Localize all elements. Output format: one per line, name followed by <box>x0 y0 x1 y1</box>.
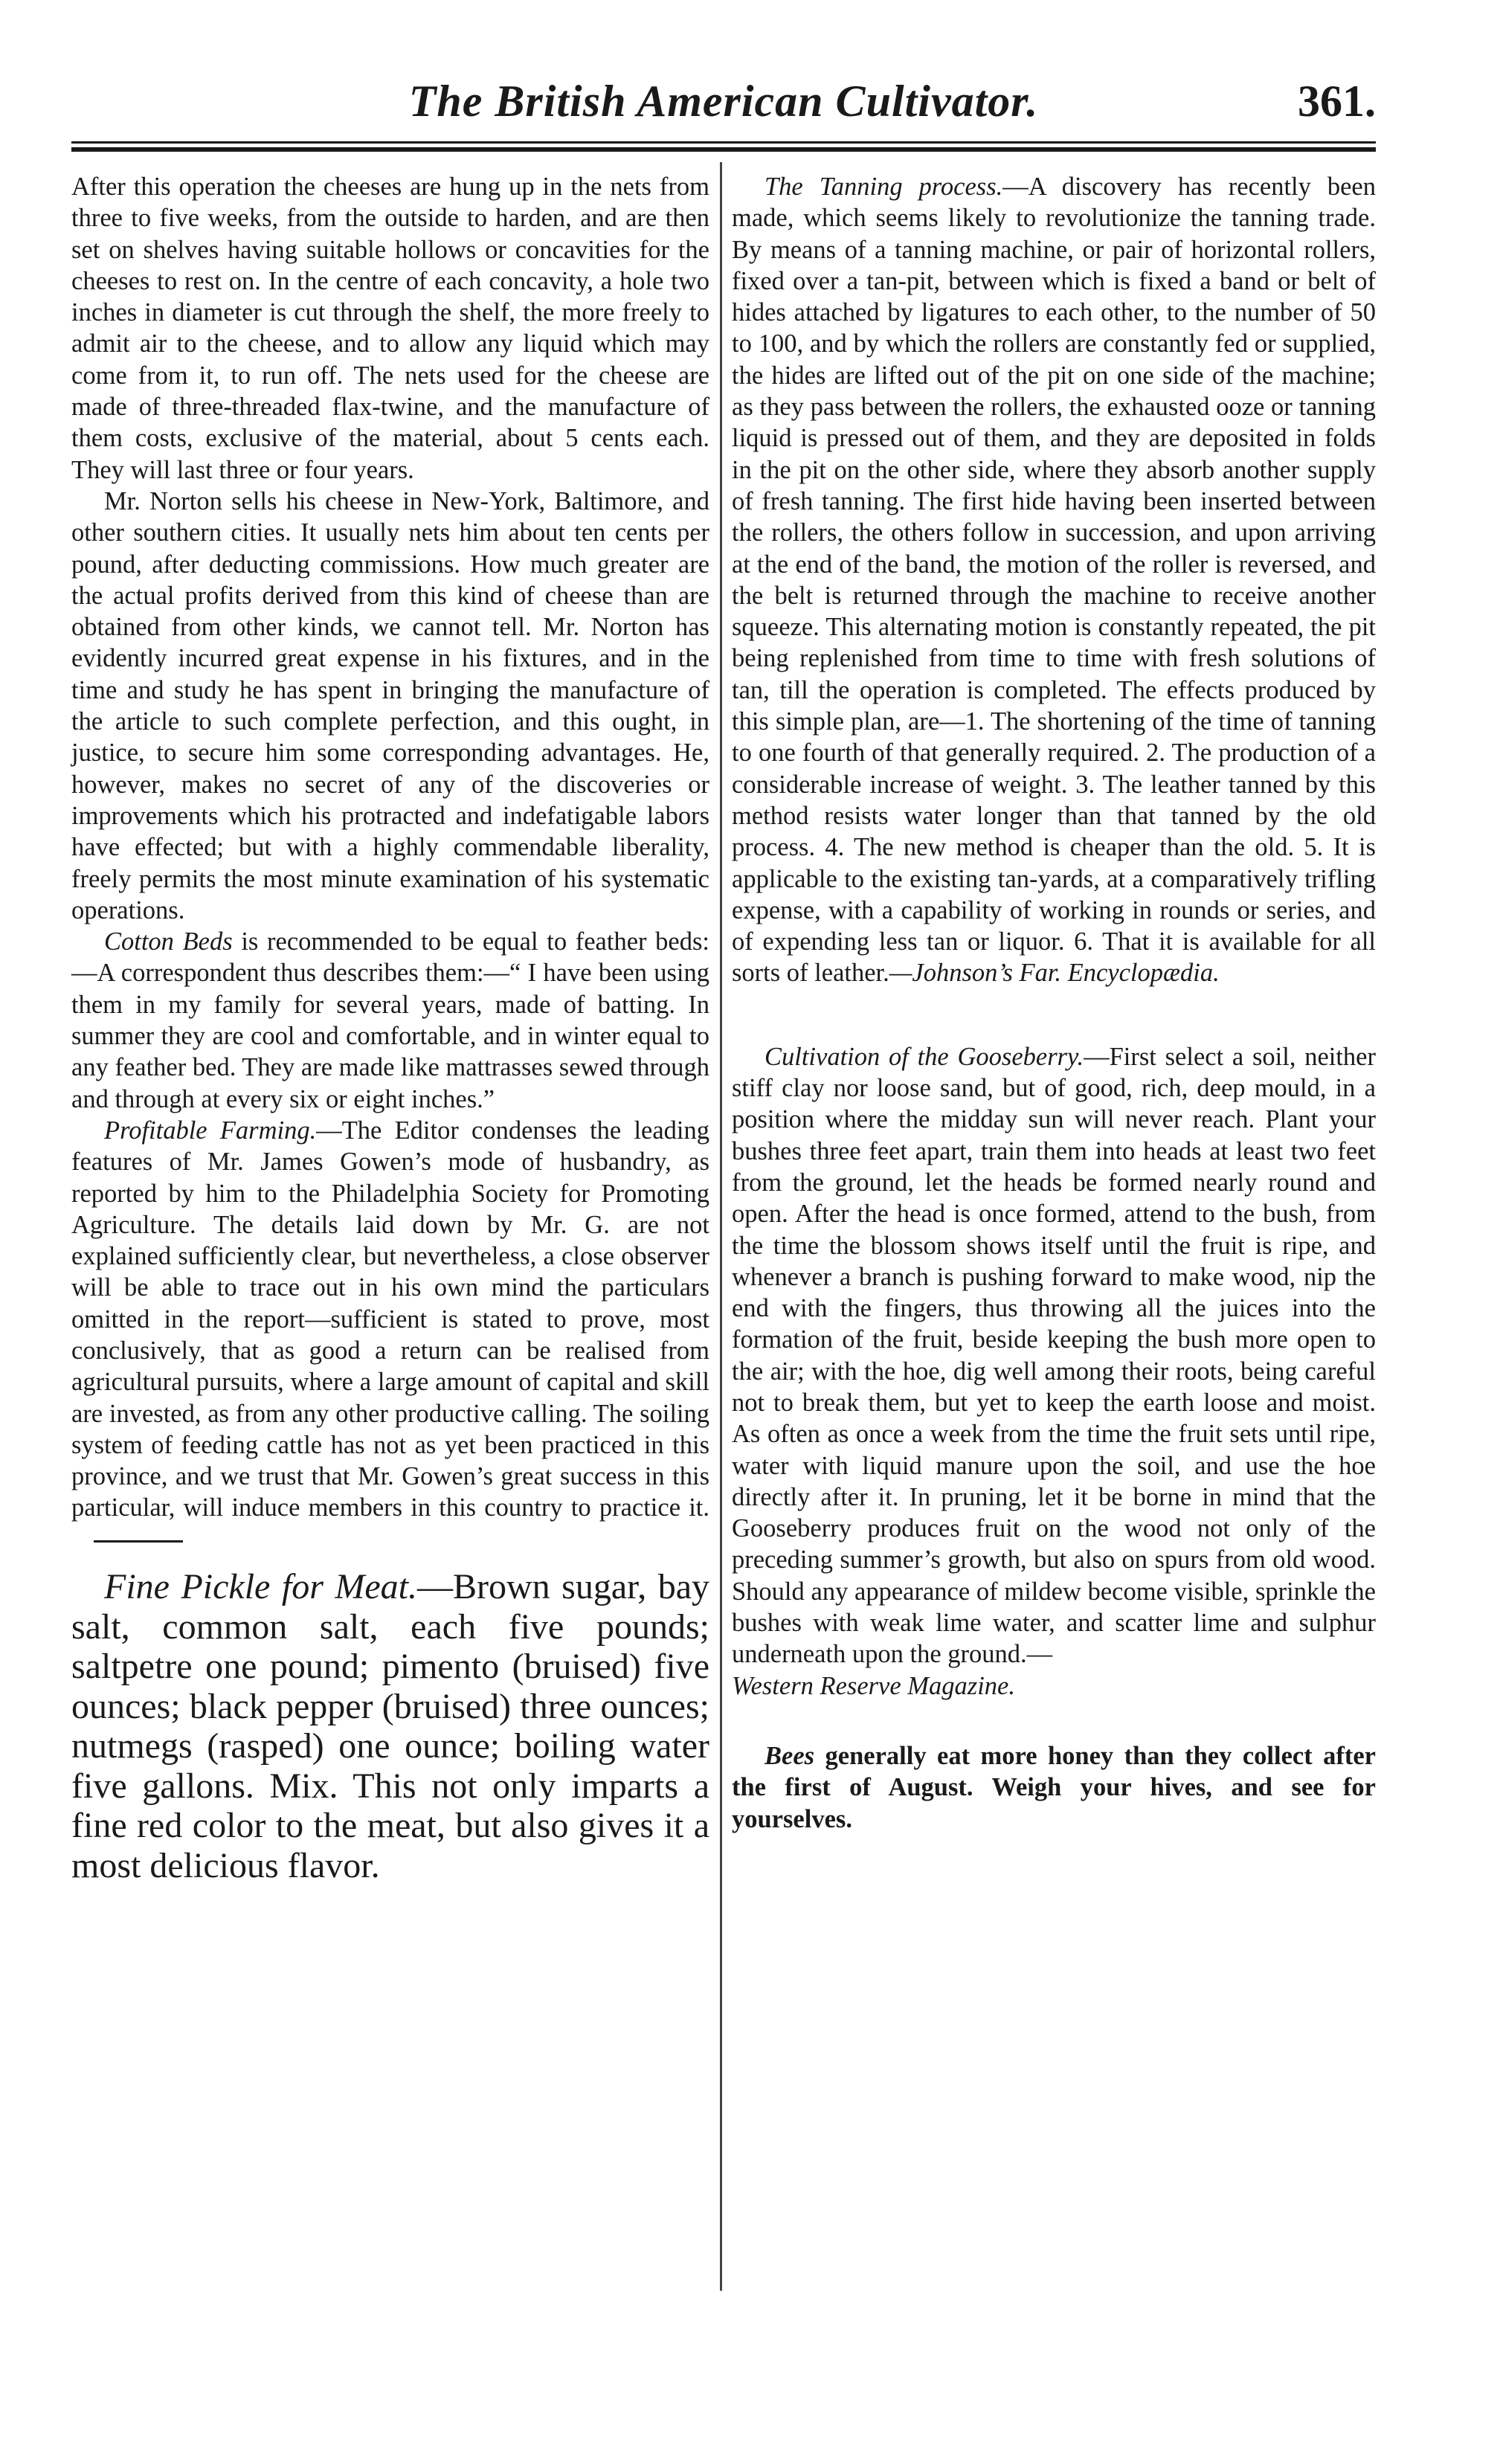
cotton-beds-paragraph <box>71 926 709 1115</box>
running-title: The British American Cultivator. <box>408 77 1039 126</box>
gooseberry-text: —First select a soil, neither stiff clay nor loose sand, but of good, rich, deep mould, in a position where the midday sun will never reach. Plant your bushes three feet apart, train them into heads at least two feet from the ground, let the heads be formed nearly round and open. After the head is once formed, attend to the bush, from the time the blossom shows itself until the fruit is ripe, and whenever a branch is pushing forward to make wood, nip the end with the fingers, thus throwing all the juices into the formation of the fruit, beside keeping the bush more open to the air; with the hoe, dig well among their roots, being careful not to break them, but yet to keep the earth loose and moist. As often as once a week from the time the fruit sets until ripe, water with liquid manure upon the soil, and use the hoe directly after it. In pruning, let it be borne in mind that the Gooseberry produces fruit on the wood not only of the preceding summer’s growth, but also on spurs from old wood. Should any appearance of mildew become visible, sprinkle the bushes with weak lime water, and scatter lime and sulphur underneath upon the ground.— <box>732 1042 1376 1669</box>
tanning-paragraph <box>732 171 1376 989</box>
page-header <box>71 71 1376 131</box>
section-rule <box>94 1540 183 1543</box>
bees-text: generally eat more honey than they collect after the first of August. Weigh your hives, and see for yourselves. <box>732 1741 1376 1833</box>
column-divider <box>720 162 722 2291</box>
gooseberry-source: Western Reserve Magazine. <box>732 1671 1015 1700</box>
cotton-beds-text: is recommended to be equal to feather beds:—A correspondent thus describes them:—“ I have been using them in my family for several years, made of batting. In summer they are cool and comfortable, and in winter equal to any feather bed. They are made like mattrasses sewed through and through at every six or eight inches.” <box>71 927 709 1113</box>
header-rule-thick <box>71 147 1376 152</box>
cheese-paragraph: After this operation the cheeses are hung up in the nets from three to five weeks, from the outside to harden, and are then set on shelves having suitable hollows or concavities for the cheeses to rest on. In the centre of each concavity, a hole two inches in diameter is cut through the shelf, the more freely to admit air to the cheese, and to allow any liquid which may come from it, to run off. The nets used for the cheese are made of three-threaded flax-twine, and the manufacture of them costs, exclusive of the material, about 5 cents each. They will last three or four years. <box>71 173 709 484</box>
fine-pickle-text: —Brown sugar, bay salt, common salt, each five pounds; saltpetre one pound; pimento (bruised) five ounces; black pepper (bruised) three ounces; nutmegs (rasped) one ounce; boiling water five gallons. Mix. This not only imparts a fine red color to the meat, but also gives it a most delicious flavor. <box>71 1567 710 1885</box>
tanning-source: —Johnson’s Far. Encyclopædia. <box>889 959 1220 988</box>
fine-pickle-paragraph <box>71 1567 709 1885</box>
gooseberry-runin: Cultivation of the Gooseberry. <box>765 1042 1084 1071</box>
bees-paragraph <box>732 1740 1376 1835</box>
page-number: 361. <box>1298 77 1376 126</box>
header-rule-thin <box>71 141 1376 144</box>
fine-pickle-runin: Fine Pickle for Meat. <box>104 1567 417 1607</box>
profitable-farming-runin: Profitable Farming. <box>104 1116 317 1145</box>
right-column <box>732 171 1376 1835</box>
section-spacer <box>732 1702 1376 1740</box>
cotton-beds-runin: Cotton Beds <box>104 927 233 956</box>
tanning-runin: The Tanning process. <box>765 173 1003 201</box>
left-column <box>71 171 709 1885</box>
gooseberry-paragraph <box>732 1041 1376 1702</box>
profitable-farming-text: —The Editor condenses the leading features of Mr. James Gowen’s mode of husbandry, as reported by him to the Philadelphia Society for Promoting Agriculture. The details laid down by Mr. G. are not explained sufficiently clear, but nevertheless, a close observer will be able to trace out in his own mind the particulars omitted in the report—sufficient is stated to prove, most conclusively, that as good a return can be realised from agricultural pursuits, where a large amount of capital and skill are invested, as from any other productive calling. The soiling system of feeding cattle has not as yet been practiced in this province, and we trust that Mr. Gowen’s great success in this particular, will induce members in this country to practice it. <box>71 1116 710 1522</box>
tanning-text: —A discovery has recently been made, which seems likely to revolutionize the tanning trade. By means of a tanning machine, or pair of horizontal rollers, fixed over a tan-pit, between which is fixed a band or belt of hides attached by ligatures to each other, to the number of 50 to 100, and by which the rollers are constantly fed or supplied, the hides are lifted out of the pit on one side of the machine; as they pass between the rollers, the exhausted ooze or tanning liquid is pressed out of them, and they are deposited in folds in the pit on the other side, where they absorb another supply of fresh tanning. The first hide having been inserted between the rollers, the others follow in succession, and upon arriving at the end of the band, the motion of the roller is reversed, and the belt is returned through the machine to receive another squeeze. This alternating motion is constantly repeated, the pit being replenished from time to time with fresh solutions of tan, till the operation is completed. The effects produced by this simple plan, are—1. The shortening of the time of tanning to one fourth of that generally required. 2. The production of a considerable increase of weight. 3. The leather tanned by this method resists water longer than that tanned by the old process. 4. The new method is cheaper than the old. 5. It is applicable to the existing tan-yards, at a comparatively trifling expense, with a capability of working in rounds or series, and of expending less tan or liquor. 6. That it is available for all sorts of leather. <box>732 173 1376 988</box>
section-spacer <box>732 989 1376 1041</box>
norton-paragraph: Mr. Norton sells his cheese in New-York, Baltimore, and other southern cities. It usually nets him about ten cents per pound, after deducting commissions. How much greater are the actual profits derived from this kind of cheese than are obtained from other kinds, we cannot tell. Mr. Norton has evidently incurred great expense in his fixtures, and in the time and study he has spent in bringing the manufacture of the article to such complete perfection, and this ought, in justice, to secure him some corresponding advantages. He, however, makes no secret of any of the discoveries or improvements which his protracted and indefatigable labors have effected; but with a highly commendable liberality, freely permits the most minute examination of his systematic operations. <box>71 486 709 924</box>
bees-runin: Bees <box>765 1741 815 1770</box>
profitable-farming-paragraph <box>71 1115 709 1555</box>
